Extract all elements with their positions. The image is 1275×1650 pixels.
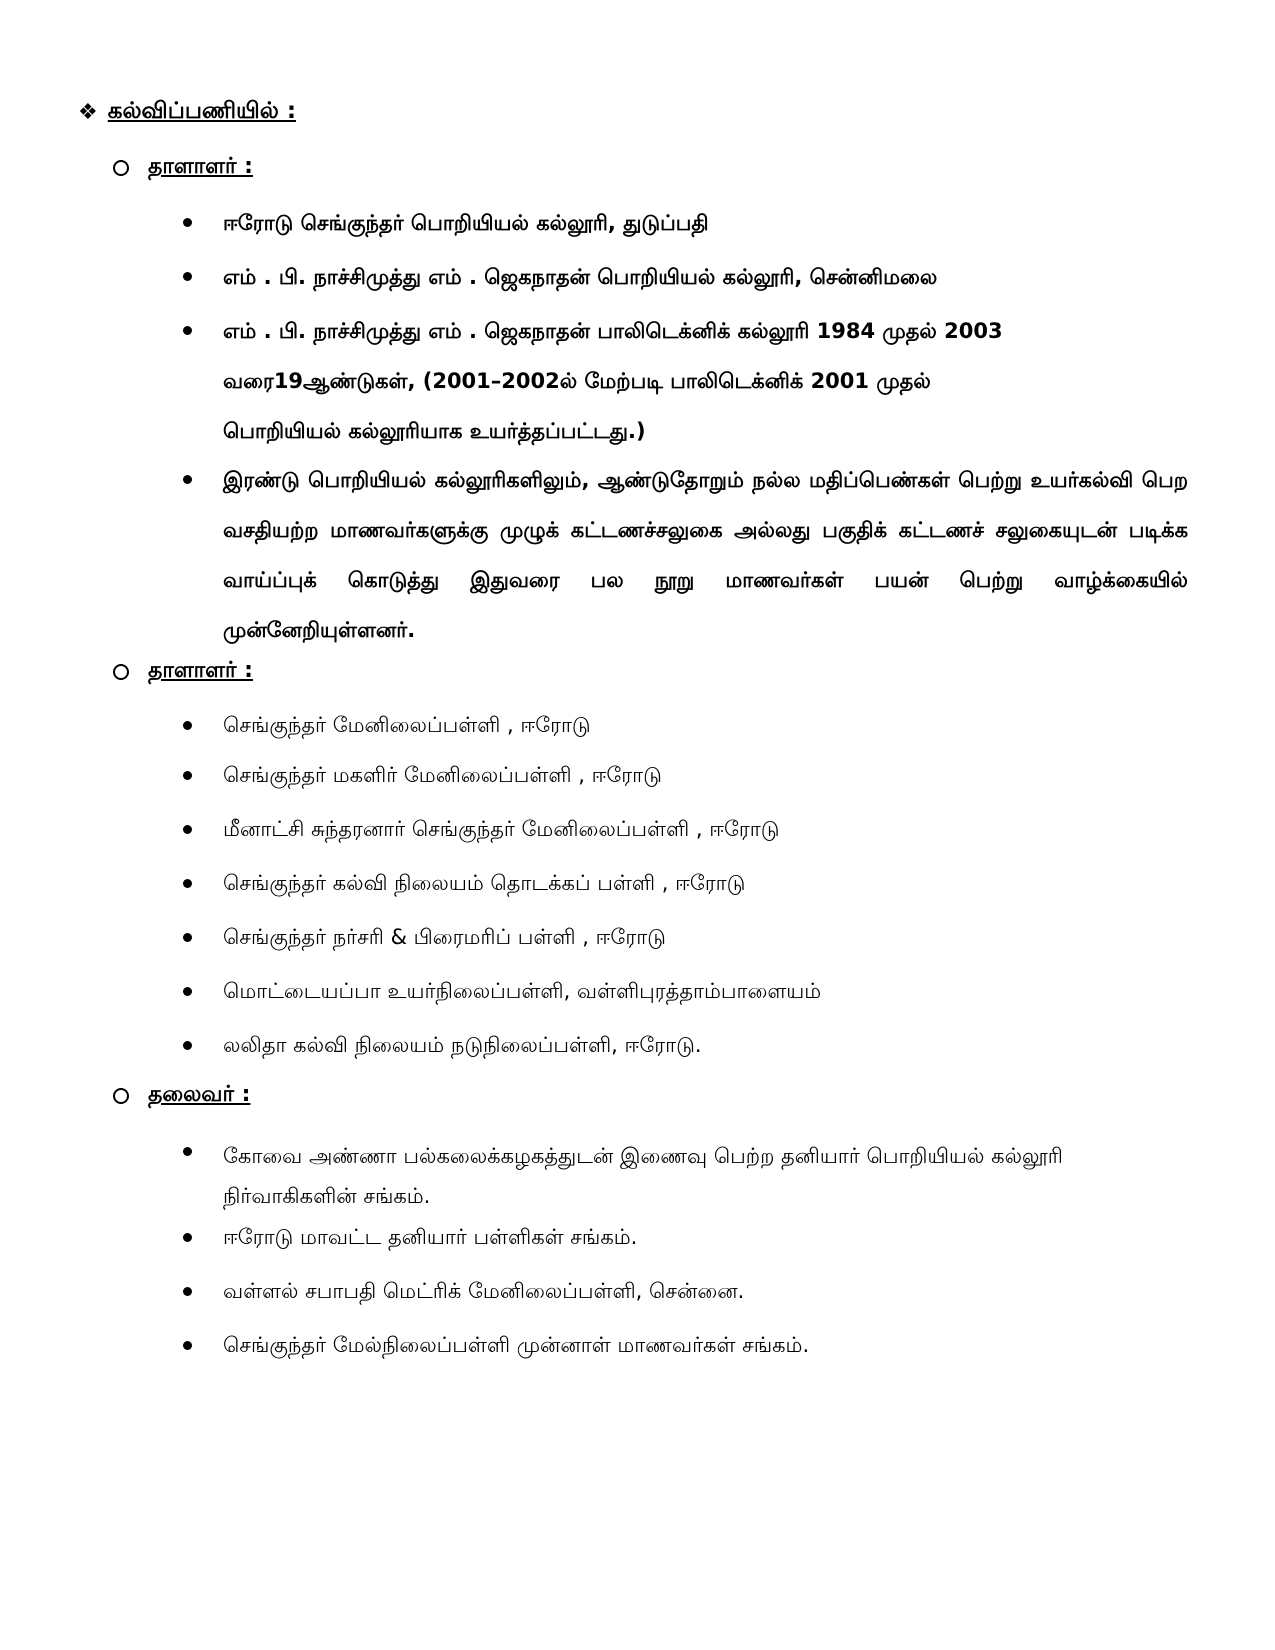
bullet-icon (183, 987, 192, 996)
bullet-icon (183, 475, 192, 484)
list-item (188, 922, 1188, 952)
bullet-icon (183, 933, 192, 942)
hollow-circle-bullet-icon (113, 160, 129, 176)
list-item-text: ஈரோடு மாவட்ட தனியார் பள்ளிகள் சங்கம். (223, 1225, 638, 1249)
list-item (188, 198, 1188, 248)
list-item (188, 814, 1188, 844)
bullet-icon (183, 771, 192, 780)
bullet-icon (183, 1341, 192, 1350)
list-item (188, 1276, 1188, 1306)
subheading-2 (113, 658, 253, 686)
list-item (188, 1330, 1188, 1360)
list-item (188, 976, 1188, 1006)
list-item-text: எம் . பி. நாச்சிமுத்து எம் . ஜெகநாதன் பொறியியல் கல்லூரி, சென்னிமலை (223, 265, 938, 289)
heading-text: கல்விப்பணியில் : (107, 98, 297, 124)
list-item (188, 306, 1088, 456)
bullet-icon (183, 721, 192, 730)
list-item (188, 1222, 1188, 1252)
subheading-3 (113, 1082, 250, 1110)
subheading-1 (113, 154, 253, 182)
hollow-circle-bullet-icon (113, 1088, 129, 1104)
list-item-text: செங்குந்தர் மேனிலைப்பள்ளி , ஈரோடு (223, 713, 591, 737)
section-heading (78, 98, 296, 127)
list-item-text: ஈரோடு செங்குந்தர் பொறியியல் கல்லூரி, துடுப்பதி (223, 211, 709, 235)
list-item-text: மொட்டையப்பா உயர்நிலைப்பள்ளி, வள்ளிபுரத்தாம்பாளையம் (223, 979, 822, 1003)
four-diamond-bullet-icon: ❖ (78, 99, 98, 125)
bullet-icon (183, 1041, 192, 1050)
subheading-text: தலைவர் : (148, 1082, 251, 1107)
list-item-text: லலிதா கல்வி நிலையம் நடுநிலைப்பள்ளி, ஈரோடு. (223, 1033, 702, 1057)
bullet-icon (183, 326, 192, 335)
list-item (188, 455, 1188, 655)
hollow-circle-bullet-icon (113, 664, 129, 680)
list-item-text: எம் . பி. நாச்சிமுத்து எம் . ஜெகநாதன் பாலிடெக்னிக் கல்லூரி 1984 முதல் 2003 வரை19ஆண்டுகள், (2001–2002ல் மேற்படி பாலிடெக்னிக் 2001 முதல் பொறியியல் கல்லூரியாக உயர்த்தப்பட்டது.) (223, 319, 1003, 443)
bullet-icon (183, 879, 192, 888)
list-item-text: வள்ளல் சபாபதி மெட்ரிக் மேனிலைப்பள்ளி, சென்னை. (223, 1279, 745, 1303)
list-item-text: செங்குந்தர் மகளிர் மேனிலைப்பள்ளி , ஈரோடு (223, 763, 662, 787)
list-item (188, 868, 1188, 898)
bullet-icon (183, 272, 192, 281)
bullet-icon (183, 1233, 192, 1242)
list-item (188, 710, 1188, 740)
bullet-icon (183, 218, 192, 227)
list-item (188, 1136, 1088, 1216)
list-item (188, 760, 1188, 790)
list-item (188, 1030, 1188, 1060)
list-item-text: இரண்டு பொறியியல் கல்லூரிகளிலும், ஆண்டுதோறும் நல்ல மதிப்பெண்கள் பெற்று உயர்கல்வி பெற வசதியற்ற மாணவர்களுக்கு முழுக் கட்டணச்சலுகை அல்லது பகுதிக் கட்டணச் சலுகையுடன் படிக்க வாய்ப்புக் கொடுத்து இதுவரை பல நூறு மாணவர்கள் பயன் பெற்று வாழ்க்கையில் முன்னேறியுள்ளனர். (223, 468, 1188, 642)
list-item-text: செங்குந்தர் மேல்நிலைப்பள்ளி முன்னாள் மாணவர்கள் சங்கம். (223, 1333, 810, 1357)
list-item-text: மீனாட்சி சுந்தரனார் செங்குந்தர் மேனிலைப்பள்ளி , ஈரோடு (223, 817, 780, 841)
subheading-text: தாளாளர் : (148, 154, 253, 179)
list-item (188, 252, 1188, 302)
bullet-icon (183, 825, 192, 834)
list-item-text: செங்குந்தர் கல்வி நிலையம் தொடக்கப் பள்ளி , ஈரோடு (223, 871, 746, 895)
list-item-text: கோவை அண்ணா பல்கலைக்கழகத்துடன் இணைவு பெற்ற தனியார் பொறியியல் கல்லூரி நிர்வாகிகளின் சங்கம். (223, 1144, 1063, 1208)
list-item-text: செங்குந்தர் நர்சரி & பிரைமரிப் பள்ளி , ஈரோடு (223, 925, 666, 949)
bullet-icon (183, 1287, 192, 1296)
bullet-icon (183, 1147, 192, 1156)
subheading-text: தாளாளர் : (148, 658, 253, 683)
